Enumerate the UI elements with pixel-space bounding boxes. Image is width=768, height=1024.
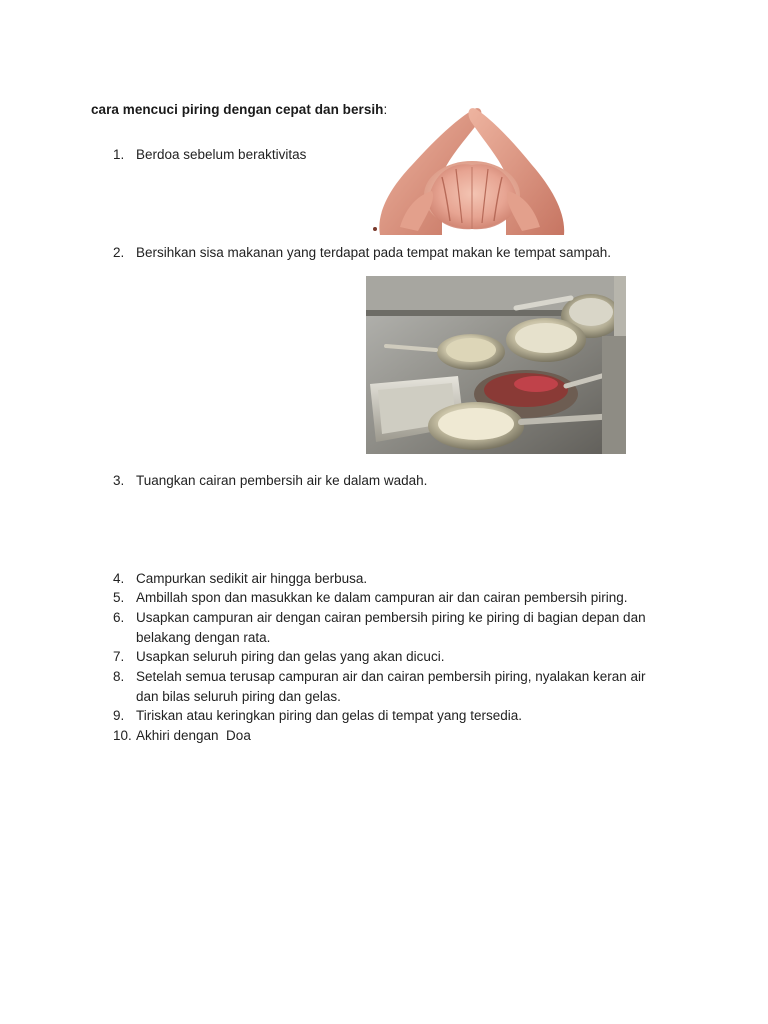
title-colon: : [383, 102, 388, 117]
list-number: 1. [113, 147, 125, 162]
list-text: Usapkan seluruh piring dan gelas yang akan dicuci. [136, 649, 445, 664]
list-number: 9. [113, 708, 125, 723]
list-text: Bersihkan sisa makanan yang terdapat pada tempat makan ke tempat sampah. [136, 245, 612, 260]
list-number: 3. [113, 473, 125, 488]
list-number: 6. [113, 610, 125, 625]
list-number: 7. [113, 649, 125, 664]
list-text: Akhiri dengan Doa [136, 728, 251, 743]
list-number: 10. [113, 728, 132, 743]
dirty-pans-photo [366, 276, 626, 454]
document-title [91, 102, 387, 117]
list-number: 5. [113, 590, 125, 605]
list-text: Tiriskan atau keringkan piring dan gelas di tempat yang tersedia. [136, 708, 522, 723]
list-number: 2. [113, 245, 125, 260]
list-text: Usapkan campuran air dengan cairan pembersih piring ke piring di bagian depan dan belakang dengan rata. [136, 610, 646, 645]
list-text: Setelah semua terusap campuran air dan cairan pembersih piring, nyalakan keran air dan bilas seluruh piring dan gelas. [136, 669, 646, 704]
title-text: cara mencuci piring dengan cepat dan bersih [91, 102, 384, 117]
list-text: Ambillah spon dan masukkan ke dalam campuran air dan cairan pembersih piring. [136, 590, 628, 605]
list-number: 4. [113, 571, 125, 586]
list-text: Berdoa sebelum beraktivitas [136, 147, 307, 162]
list-text: Tuangkan cairan pembersih air ke dalam wadah. [136, 473, 428, 488]
list-text: Campurkan sedikit air hingga berbusa. [136, 571, 368, 586]
list-number: 8. [113, 669, 125, 684]
praying-hands-photo [372, 103, 568, 235]
